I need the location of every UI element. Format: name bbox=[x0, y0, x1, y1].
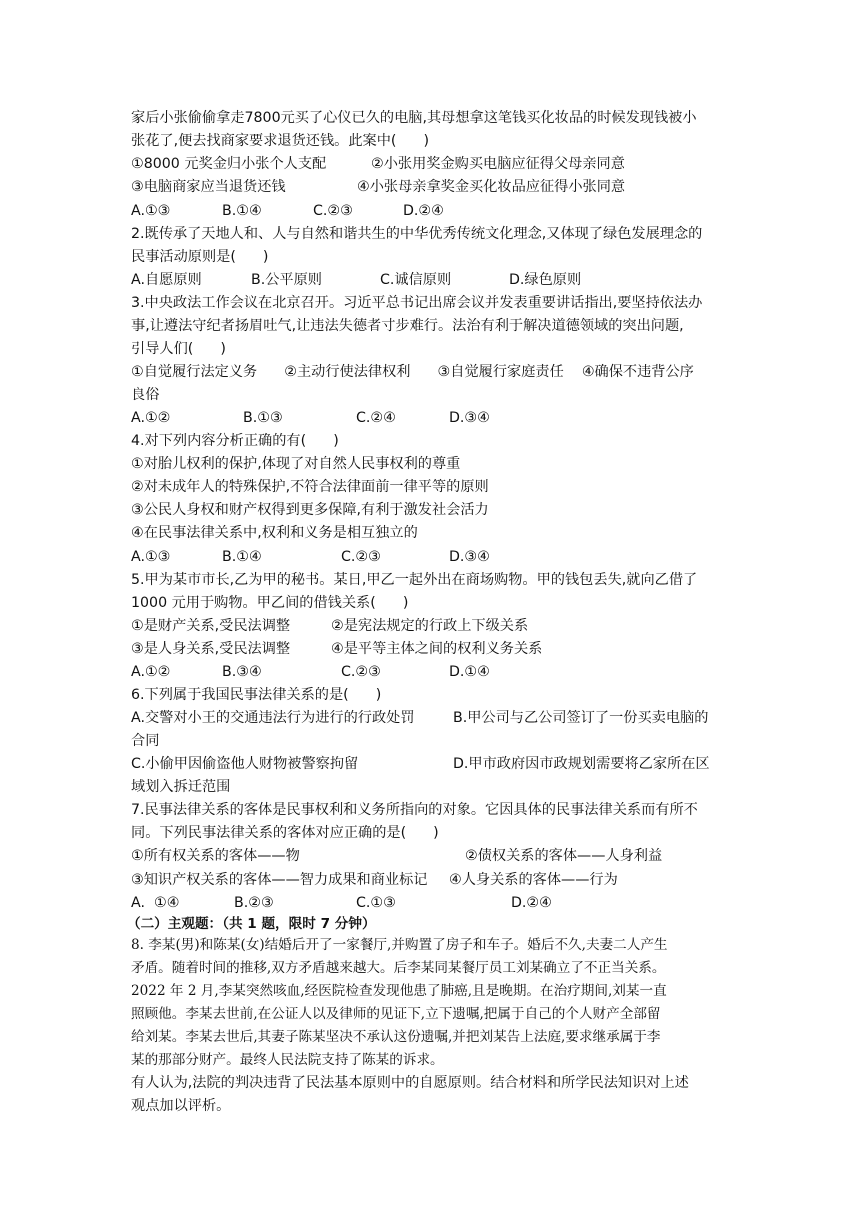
q1-option-c[interactable]: C.②③ bbox=[313, 203, 353, 219]
q1-text-line-2: 张花了,便去找商家要求退货还钱。此案中( ) bbox=[131, 133, 430, 149]
q1-statement-4: ④小张母亲拿奖金买化妆品应征得小张同意 bbox=[357, 179, 626, 195]
q4-statement-2: ②对未成年人的特殊保护,不符合法律面前一律平等的原则 bbox=[131, 479, 489, 495]
q1-option-d[interactable]: D.②④ bbox=[403, 203, 444, 219]
q6-option-d-cont: 域划入拆迁范围 bbox=[131, 779, 231, 795]
q5-text-line-1: 5.甲为某市市长,乙为甲的秘书。某日,甲乙一起外出在商场购物。甲的钱包丢失,就向乙借了 bbox=[131, 572, 698, 588]
q8-material-line-2: 矛盾。随着时间的推移,双方矛盾越来越大。后李某同某餐厅员工刘某确立了不正当关系。 bbox=[131, 960, 666, 976]
q2-option-c[interactable]: C.诚信原则 bbox=[380, 272, 452, 288]
q3-option-c[interactable]: C.②④ bbox=[356, 410, 396, 426]
q4-statement-4: ④在民事法律关系中,权利和义务是相互独立的 bbox=[131, 525, 418, 541]
q6-option-b-cont: 合同 bbox=[131, 733, 160, 749]
q4-option-b[interactable]: B.①④ bbox=[222, 549, 262, 565]
q7-option-c[interactable]: C.①③ bbox=[356, 895, 396, 911]
q5-statements-row-2 bbox=[131, 639, 731, 659]
q8-material-line-3: 2022 年 2 月,李某突然咳血,经医院检查发现他患了肺癌,且是晚期。在治疗期间,刘某一直 bbox=[131, 983, 667, 999]
q5-statement-4: ④是平等主体之间的权利义务关系 bbox=[331, 641, 543, 657]
q5-option-b[interactable]: B.③④ bbox=[222, 664, 262, 680]
q4-statement-1: ①对胎儿权利的保护,体现了对自然人民事权利的尊重 bbox=[131, 456, 461, 472]
q2-option-a[interactable]: A.自愿原则 bbox=[131, 272, 202, 288]
q5-option-d[interactable]: D.①④ bbox=[449, 664, 490, 680]
q6-text-line-1: 6.下列属于我国民事法律关系的是( ) bbox=[131, 687, 382, 703]
q2-option-b[interactable]: B.公平原则 bbox=[251, 272, 322, 288]
q6-option-b[interactable]: B.甲公司与乙公司签订了一份买卖电脑的 bbox=[453, 710, 709, 726]
q7-option-b[interactable]: B.②③ bbox=[234, 895, 274, 911]
q7-option-d[interactable]: D.②④ bbox=[511, 895, 552, 911]
q8-prompt-line-2: 观点加以评析。 bbox=[131, 1098, 231, 1114]
q3-option-d[interactable]: D.③④ bbox=[449, 410, 490, 426]
q7-statement-1: ①所有权关系的客体——物 bbox=[131, 848, 300, 864]
q7-options bbox=[131, 893, 731, 913]
q8-material-line-6: 某的那部分财产。最终人民法院支持了陈某的诉求。 bbox=[131, 1052, 444, 1068]
q5-statement-1: ①是财产关系,受民法调整 bbox=[131, 618, 291, 634]
q5-options bbox=[131, 662, 731, 682]
q1-statement-3: ③电脑商家应当退货还钱 bbox=[131, 179, 286, 195]
q8-material-line-5: 给刘某。李某去世后,其妻子陈某坚决不承认这份遗嘱,并把刘某告上法庭,要求继承属于李 bbox=[131, 1029, 661, 1045]
q3-text-line-1: 3.中央政法工作会议在北京召开。习近平总书记出席会议并发表重要讲话指出,要坚持依法办 bbox=[131, 295, 703, 311]
q7-statements-row-1 bbox=[131, 846, 731, 866]
q8-material-line-4: 照顾他。李某去世前,在公证人以及律师的见证下,立下遗嘱,把属于自己的个人财产全部留 bbox=[131, 1006, 661, 1022]
q7-statements-row-2 bbox=[131, 870, 731, 890]
q1-statement-1: ①8000 元奖金归小张个人支配 bbox=[131, 156, 327, 172]
section-heading: （二）主观题：（共 1 题，限时 7 分钟） bbox=[127, 916, 376, 932]
q4-option-a[interactable]: A.①③ bbox=[131, 549, 171, 565]
q3-option-b[interactable]: B.①③ bbox=[243, 410, 283, 426]
q5-statement-2: ②是宪法规定的行政上下级关系 bbox=[331, 618, 529, 634]
q2-option-d[interactable]: D.绿色原则 bbox=[509, 272, 582, 288]
q8-prompt-line-1: 有人认为,法院的判决违背了民法基本原则中的自愿原则。结合材料和所学民法知识对上述 bbox=[131, 1075, 689, 1091]
q3-statements-line: ①自觉履行法定义务 ②主动行使法律权利 ③自觉履行家庭责任 ④确保不违背公序 bbox=[131, 364, 694, 380]
q1-options bbox=[131, 201, 731, 221]
q7-statement-3: ③知识产权关系的客体——智力成果和商业标记 bbox=[131, 872, 428, 888]
q1-statements-row-1 bbox=[131, 154, 731, 174]
q6-option-a[interactable]: A.交警对小王的交通违法行为进行的行政处罚 bbox=[131, 710, 415, 726]
q7-statement-4: ④人身关系的客体——行为 bbox=[449, 872, 618, 888]
q6-option-d[interactable]: D.甲市政府因市政规划需要将乙家所在区 bbox=[453, 756, 710, 772]
q4-options bbox=[131, 547, 731, 567]
q4-option-c[interactable]: C.②③ bbox=[341, 549, 381, 565]
q6-option-c[interactable]: C.小偷甲因偷盗他人财物被警察拘留 bbox=[131, 756, 359, 772]
q4-statement-3: ③公民人身权和财产权得到更多保障,有利于激发社会活力 bbox=[131, 502, 489, 518]
q1-option-a[interactable]: A.①③ bbox=[131, 203, 171, 219]
q2-options bbox=[131, 270, 731, 290]
q5-statements-row-1 bbox=[131, 616, 731, 636]
q3-statements-cont: 良俗 bbox=[131, 387, 160, 403]
q6-options-cd bbox=[131, 754, 731, 774]
q4-text-line-1: 4.对下列内容分析正确的有( ) bbox=[131, 433, 339, 449]
q5-option-a[interactable]: A.①② bbox=[131, 664, 171, 680]
q5-statement-3: ③是人身关系,受民法调整 bbox=[131, 641, 291, 657]
q3-text-line-3: 引导人们( ) bbox=[131, 341, 226, 357]
q7-text-line-2: 同。下列民事法律关系的客体对应正确的是( ) bbox=[131, 825, 439, 841]
q2-text-line-1: 2.既传承了天地人和、人与自然和谐共生的中华优秀传统文化理念,又体现了绿色发展理念的 bbox=[131, 226, 703, 242]
q2-text-line-2: 民事活动原则是( ) bbox=[131, 249, 269, 265]
q1-statement-2: ②小张用奖金购买电脑应征得父母亲同意 bbox=[371, 156, 625, 172]
q6-options-ab bbox=[131, 708, 731, 728]
q5-text-line-2: 1000 元用于购物。甲乙间的借钱关系( ) bbox=[131, 595, 409, 611]
q4-option-d[interactable]: D.③④ bbox=[449, 549, 490, 565]
q7-option-a[interactable]: A. ①④ bbox=[131, 895, 180, 911]
q7-statement-2: ②债权关系的客体——人身利益 bbox=[465, 848, 663, 864]
q5-option-c[interactable]: C.②③ bbox=[341, 664, 381, 680]
q1-text-line-1: 家后小张偷偷拿走7800元买了心仪已久的电脑,其母想拿这笔钱买化妆品的时候发现钱被小 bbox=[131, 110, 697, 126]
q1-statements-row-2 bbox=[131, 177, 731, 197]
q3-options bbox=[131, 408, 731, 428]
q1-option-b[interactable]: B.①④ bbox=[222, 203, 262, 219]
q7-text-line-1: 7.民事法律关系的客体是民事权利和义务所指向的对象。它因具体的民事法律关系而有所不 bbox=[131, 802, 698, 818]
q3-text-line-2: 事,让遵法守纪者扬眉吐气,让违法失德者寸步难行。法治有利于解决道德领域的突出问题, bbox=[131, 318, 684, 334]
q8-material-line-1: 8. 李某(男)和陈某(女)结婚后开了一家餐厅,并购置了房子和车子。婚后不久,夫妻二人产生 bbox=[131, 937, 668, 953]
q3-option-a[interactable]: A.①② bbox=[131, 410, 171, 426]
